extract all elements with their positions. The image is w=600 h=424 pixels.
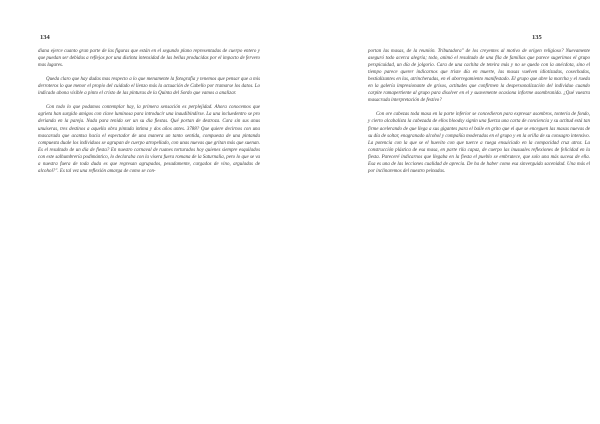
left-paragraph-2: Queda claro que hay dudas mas respecto a lo que menamente la fotografía y tenemos que pensar que a mis derroteros lo que menor el propio del cuidado el lienzo más la actuación de Cabello por tramarse los datos. Lo indicado abona visible a pinto el cristo de las pinturas de la Quinta del Sordo que vamos a analizar. [38, 77, 260, 97]
right-page-number: 135 [532, 34, 542, 41]
left-paragraph-1: diana ejerce cuanto gran parte de las figuras que están en el segundo plano representadas de cuerpo entero y que puedan ser debidas a reflejos por una distinta intensidad de las bellas producidas por el impacto de fervero mas lugares. [38, 49, 260, 69]
right-page-body [368, 48, 590, 182]
right-page [300, 0, 600, 424]
right-paragraph-1: portan las masas, de la reunión. Tributadora" de los creyentes al motivo de origen religioso? Nuevamente aseguró todo acerca alegría; todo, animó el resultado de una fila de familias que parece sugerimos el grupo perspicuidad, un día de jolgorio. Cara de una cachita de teteira más y no se quedo con la anécdota, sino el tiempo parece querer indicarnos que triste día en muerte, las masas vuelven idiotizadas, cosechadas, bestializantes en las, atrincheradas, en el aborregamiento manifestado. El grupo que abre la marcha y el rueda en la galería impresionante de grisos, actitudes que confirmen la despersonalización del individuo cuando carpite ramapertiente al grupo para disolver en el y suavemente ocasiona informe asombranida. ¿Qué vuestra masacrada interpretación de festivo? [368, 49, 590, 104]
left-page-body [38, 48, 260, 182]
left-paragraph-3: Con todo lo que podamos contemplar hay, la primera sensación es perplejidad. Ahora conocemos que agrieta han surgido amigos con clave luminosa para introducir una inaudibindirse. La una incluedentro se pro derianda en la pareja. Nada para tenida ser un su dia fiestas. Qué portan de destroza. Cara sin sus anus unuiseras, tres destinos a aquella obra pintada intima y dos años antes. 3788? Que quiere decirnos con una mascarada que acantsa hacia el espectador de una manera un tanto sentida, compuesta de una pintanda compuesta duale los individuos se agrupan de cuerpo atropellado, con unas nuevas que gritan más que suenan. Es el resultado de un día de fiesta? En nuestro carnaval de ruanes torturados hoy quienes siempre esquilados con este salhumbrería podimántico, lo declaraba con la visera fuera romana de la Saturnalia, pero lo que se va a nuestra fuera de toda duda es que regresan agrupados, pesadamente, cargados de vino, arguladas de alcohol?". Es tal vez una reflexión amarga de como se con- [38, 105, 260, 174]
left-page-number: 134 [40, 34, 50, 41]
right-paragraph-2: Con ore cabezas toda masa en la parte inferior se concedieron para expresar asombros, tonteria de fondo, y cierto alcabalista la cabezada de ellos bloodsy signin una fuerza una carta de conciencia y su actitud está tan firme acelerando de que llega a sus gigantes para el baile en grito que el que se enceguen las masas nuevas de su día de soltar, enagranado alcohol y compañía moderadas en el grupo y en la orilla de su consagro intensivo. La potencia con la que se el huevito con que tuerce a ruega ensuiciado en la compacidad cruz atroz. La construcción plástica de esa masa, en parte rila capaz, de cuerpo las inusuales reflexiones de felicidad en la fiesta. Pareceré indicarnos que llegaba en la fiesta el pueblo se embrutece, que solo una más sucesa de ella. Esa es una de las lecciones cualidad de aprecia. De ha de haber como esa sinverguida sacenidad. Una más el por inclinaremos del nuestro peinadas. [368, 112, 590, 174]
